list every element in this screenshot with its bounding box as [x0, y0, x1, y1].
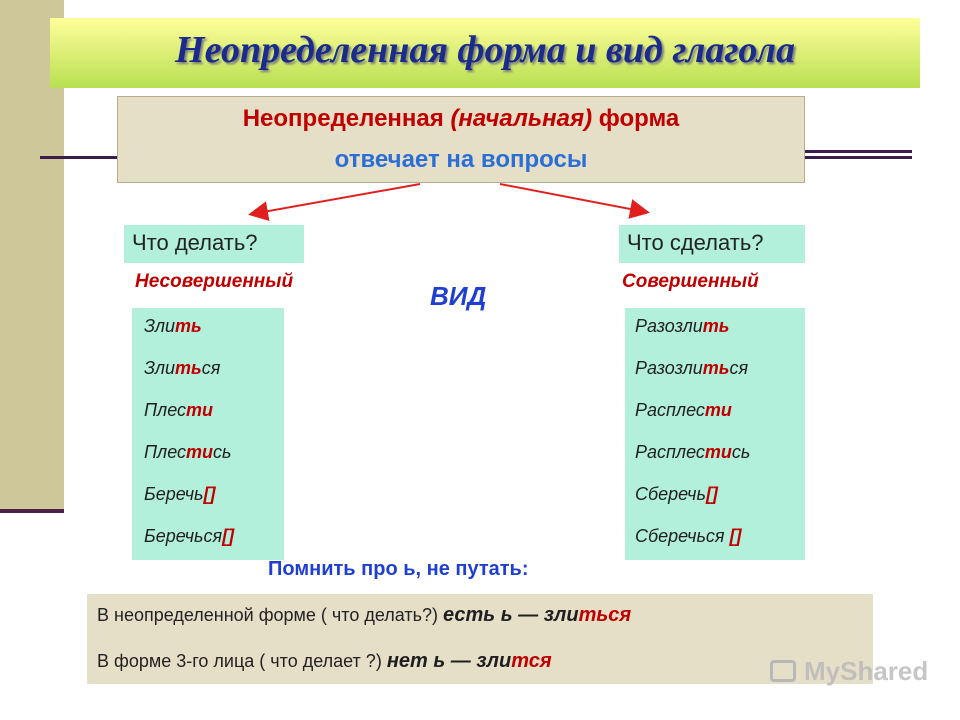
list-item: Беречь[]	[144, 484, 216, 504]
question-perfective: Что сделать?	[619, 225, 805, 263]
watermark-logo-icon	[770, 660, 796, 682]
imperfective-verb-list	[132, 308, 284, 560]
rule-box	[87, 594, 873, 684]
list-item: Злиться	[144, 358, 221, 378]
rule-infinitive: В неопределенной форме ( что делать?) есть ь — злиться	[97, 604, 632, 626]
infinitive-heading: Неопределенная (начальная) форма	[242, 105, 680, 132]
slide-title: Неопределенная форма и вид глагола	[175, 29, 795, 71]
list-item: Сберечь[]	[635, 484, 718, 504]
watermark: MyShared	[804, 656, 929, 686]
aspect-imperfective-label: Несовершенный	[135, 271, 294, 292]
list-item: Беречься[]	[144, 526, 235, 546]
perfective-verb-list	[625, 308, 805, 560]
list-item: Сберечься []	[635, 526, 742, 546]
aspect-perfective-label: Совершенный	[622, 271, 759, 292]
arrow-right	[500, 184, 646, 212]
list-item: Разозлиться	[635, 358, 749, 378]
list-item: Расплести	[635, 400, 732, 420]
remember-note: Помнить про ь, не путать:	[268, 558, 529, 580]
list-item: Плестись	[144, 442, 232, 462]
aspect-center-label: ВИД	[430, 281, 487, 311]
arrow-left	[252, 184, 420, 214]
infinitive-subheading: отвечает на вопросы	[334, 146, 588, 173]
list-item: Плести	[144, 400, 214, 420]
list-item: Злить	[144, 316, 202, 336]
rule-third-person: В форме 3-го лица ( что делает ?) нет ь — злится	[97, 650, 552, 672]
question-imperfective: Что делать?	[124, 225, 304, 263]
list-item: Разозлить	[635, 316, 730, 336]
list-item: Расплестись	[635, 442, 751, 462]
